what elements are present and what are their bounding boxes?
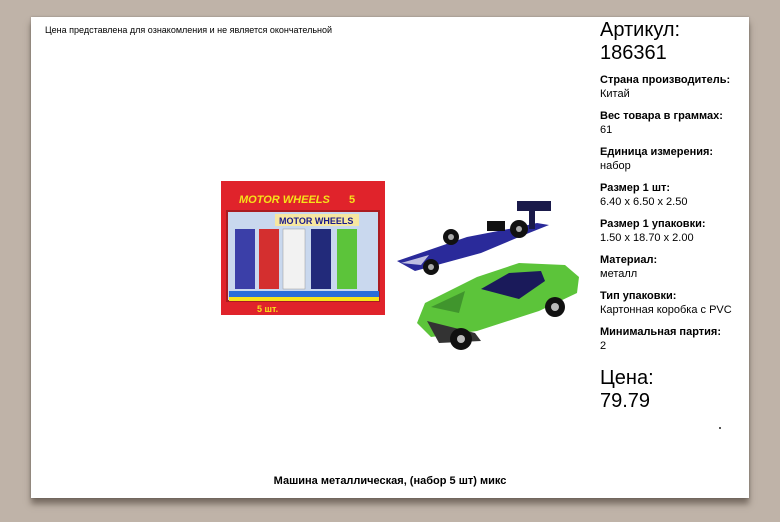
spec-label: Единица измерения: [600, 146, 714, 158]
spec-value: Картонная коробка с PVC [600, 304, 732, 316]
spec-value: Китай [600, 88, 630, 100]
spec-material [600, 253, 748, 281]
spec-package-type [600, 289, 748, 317]
price-block [600, 367, 748, 413]
product-card [31, 17, 749, 498]
article-block [600, 19, 748, 65]
spec-value: металл [600, 268, 638, 280]
spec-label: Вес товара в граммах: [600, 110, 723, 122]
spec-country [600, 73, 748, 101]
price-value: 79.79 [600, 390, 651, 412]
price-label: Цена: [600, 367, 654, 389]
spec-label: Материал: [600, 254, 658, 266]
spec-value: 6.40 x 6.50 x 2.50 [600, 196, 688, 208]
price-disclaimer: Цена представлена для ознакомления и не является окончательной [45, 25, 333, 35]
stray-dot [719, 427, 721, 429]
spec-unit [600, 145, 748, 173]
box-brand-text: MOTOR WHEELS [239, 194, 330, 206]
spec-label: Страна производитель: [600, 74, 731, 86]
article-label: Артикул: [600, 19, 681, 41]
product-image [219, 181, 614, 361]
product-info-panel [600, 19, 748, 413]
spec-weight [600, 109, 748, 137]
box-brand-count: 5 [349, 194, 356, 206]
spec-label: Размер 1 упаковки: [600, 218, 706, 230]
spec-label: Размер 1 шт: [600, 182, 671, 194]
spec-value: набор [600, 160, 631, 172]
spec-min-batch [600, 325, 748, 353]
spec-label: Тип упаковки: [600, 290, 677, 302]
article-value: 186361 [600, 42, 667, 64]
box-badge-text: 5 шт. [257, 304, 279, 314]
green-sports-car-image [417, 263, 579, 350]
spec-value: 61 [600, 124, 613, 136]
spec-value: 1.50 x 18.70 x 2.00 [600, 232, 694, 244]
spec-value: 2 [600, 340, 607, 352]
product-title: Машина металлическая, (набор 5 шт) микс [273, 475, 507, 487]
spec-label: Минимальная партия: [600, 326, 721, 338]
box-inner-brand-text: MOTOR WHEELS [279, 216, 354, 226]
toy-box-image [221, 181, 385, 315]
spec-package-size [600, 217, 748, 245]
spec-item-size [600, 181, 748, 209]
